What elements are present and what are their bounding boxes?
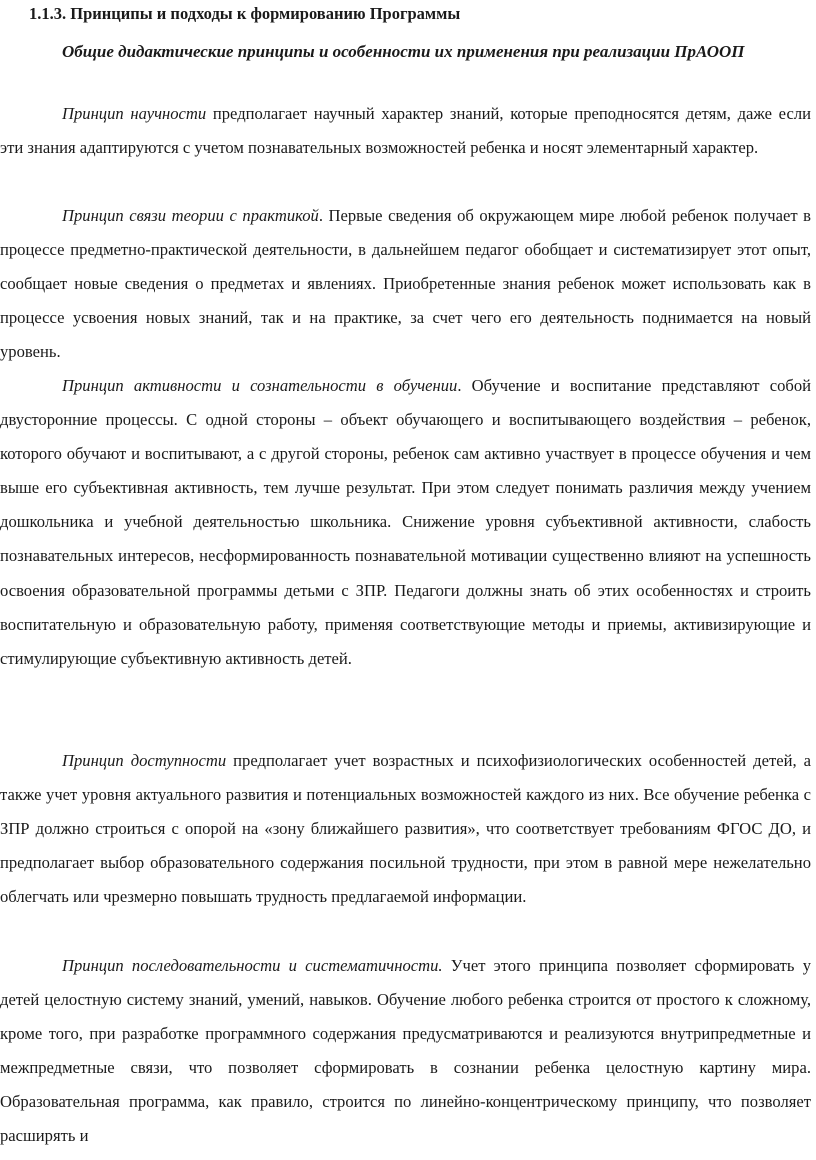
paragraph-activity-principle: [0, 369, 811, 676]
section-heading: 1.1.3. Принципы и подходы к формированию Программы: [29, 4, 461, 23]
principle-term: Принцип связи теории с практикой: [62, 206, 319, 225]
paragraph-text: предполагает научный характер знаний, которые преподносятся детям, даже если эти знания адаптируются с учетом познавательных возможностей ребенка и носят элементарный характер.: [0, 104, 811, 158]
principle-term: Принцип доступности: [62, 751, 227, 770]
paragraph-text: предполагает учет возрастных и психофизиологических особенностей детей, а также учет уровня актуального развития и потенциальных возможностей каждого из них. Все обучение ребенка с ЗПР должно строиться с опорой на «зону ближайшего развития», что соответствует требованиям ФГОС ДО, и предполагает выбор образовательного содержания посильной трудности, при этом в равной мере нежелательно облегчать или чрезмерно повышать трудность предлагаемой информации.: [0, 751, 812, 907]
paragraph-consistency-principle: [0, 949, 811, 1154]
principle-term: Принцип последовательности и систематичности.: [62, 956, 443, 975]
section-subheading: Общие дидактические принципы и особенности их применения при реализации ПрАООП: [62, 42, 745, 61]
paragraph-text: Учет этого принципа позволяет сформировать у детей целостную систему знаний, умений, навыков. Обучение любого ребенка строится от простого к сложному, кроме того, при разработке программного содержания предусматриваются и реализуются внутрипредметные и межпредметные связи, что позволяет сформировать в сознании ребенка целостную картину мира. Образовательная программа, как правило, строится по линейно-концентрическому принципу, что позволяет расширять и: [0, 956, 811, 1146]
paragraph-text: . Обучение и воспитание представляют собой двусторонние процессы. С одной стороны – объект обучающего и воспитывающего воздействия – ребенок, которого обучают и воспитывают, а с другой стороны, ребенок сам активно участвует в процессе обучения и чем выше его субъективная активность, тем лучше результат. При этом следует понимать различия между учением дошкольника и учебной деятельностью школьника. Снижение уровня субъективной активности, слабость познавательных интересов, несформированность познавательной мотивации существенно влияют на успешность освоения образовательной программы детьми с ЗПР. Педагоги должны знать об этих особенностях и строить воспитательную и образовательную работу, применяя соответствующие методы и приемы, активизирующие и стимулирующие субъективную активность детей.: [0, 376, 811, 668]
paragraph-scientific-principle: [0, 97, 811, 165]
paragraph-text: . Первые сведения об окружающем мире любой ребенок получает в процессе предметно-практической деятельности, в дальнейшем педагог обобщает и систематизирует этот опыт, сообщает новые сведения о предметах и явлениях. Приобретенные знания ребенок может использовать как в процессе усвоения новых знаний, так и на практике, за счет чего его деятельность поднимается на новый уровень.: [0, 206, 811, 362]
paragraph-theory-practice-principle: [0, 199, 811, 369]
principle-term: Принцип научности: [62, 104, 207, 123]
principle-term: Принцип активности и сознательности в обучении: [62, 376, 458, 395]
paragraph-accessibility-principle: [0, 744, 811, 914]
